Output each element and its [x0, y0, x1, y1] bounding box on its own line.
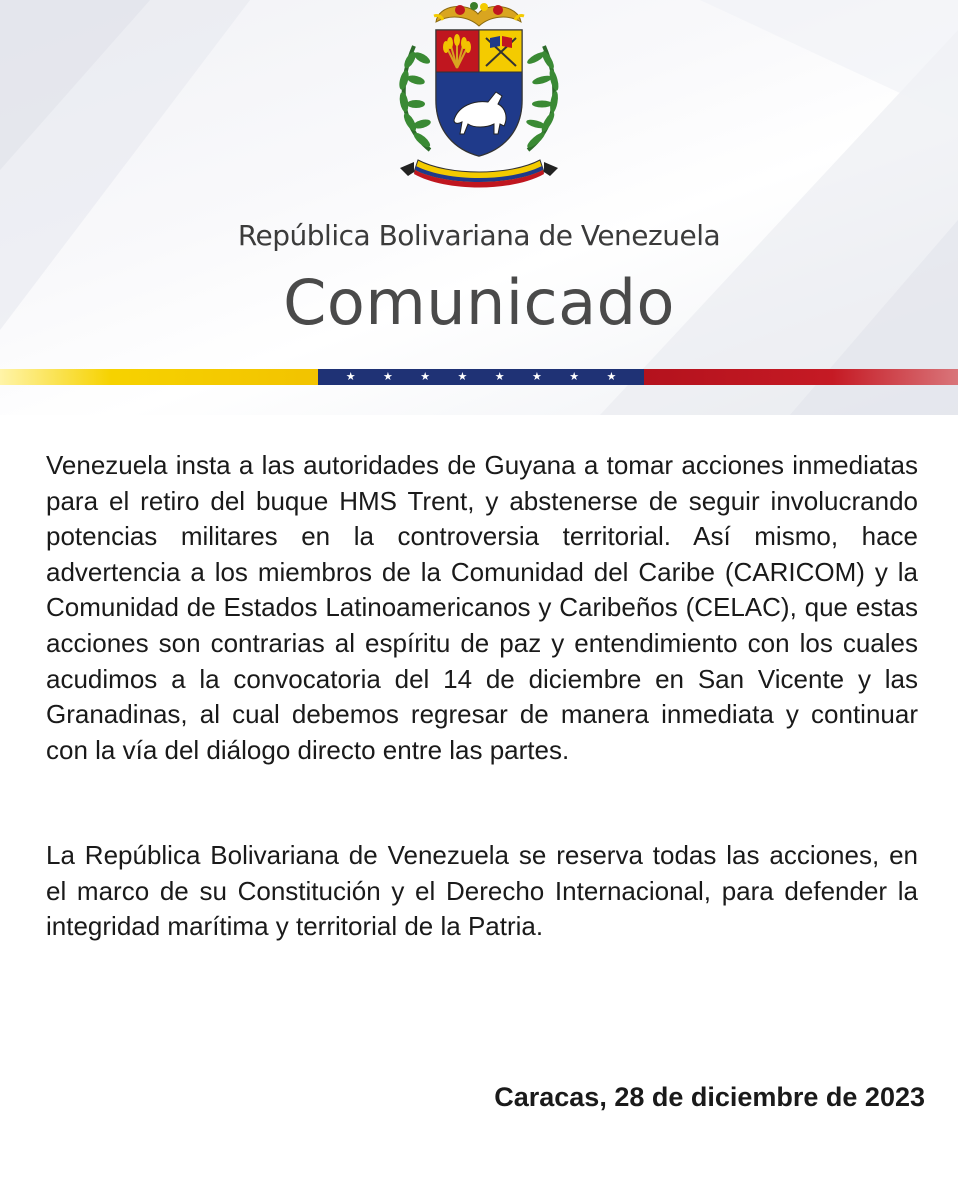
star-icon: ★ [494, 371, 505, 383]
band-yellow-stripe [0, 369, 318, 385]
place-and-date-signoff: Caracas, 28 de diciembre de 2023 [494, 1082, 925, 1112]
header [0, 0, 958, 415]
star-icon: ★ [345, 371, 356, 383]
national-colors-band [0, 369, 958, 385]
band-blue-stripe [318, 369, 644, 385]
star-icon: ★ [382, 371, 393, 383]
star-icon: ★ [569, 371, 580, 383]
star-icon: ★ [457, 371, 468, 383]
star-icon: ★ [420, 371, 431, 383]
star-icon: ★ [531, 371, 542, 383]
document-title: Comunicado [283, 266, 675, 339]
star-icon: ★ [606, 371, 617, 383]
coat-of-arms-emblem [378, 0, 580, 200]
organization-name: República Bolivariana de Venezuela [237, 219, 721, 252]
body-paragraph-1: Venezuela insta a las autoridades de Guyana a tomar acciones inmediatas para el retiro del buque HMS Trent, y abstenerse de seguir involucrando potencias militares en la controversia territorial. Así mismo, hace advertencia a los miembros de la Comunidad del Caribe (CARICOM) y la Comunidad de Estados Latinoamericanos y Caribeños (CELAC), que estas acciones son contrarias al espíritu de paz y entendimiento con los cuales acudimos a la convocatoria del 14 de diciembre en San Vicente y las Granadinas, al cual debemos regresar de manera inmediata y continuar con la vía del diálogo directo entre las partes. [46, 450, 918, 765]
band-red-stripe [644, 369, 958, 385]
body-paragraph-2: La República Bolivariana de Venezuela se reserva todas las acciones, en el marco de su Constitución y el Derecho Internacional, para defender la integridad marítima y territorial de la Patria. [46, 840, 918, 942]
